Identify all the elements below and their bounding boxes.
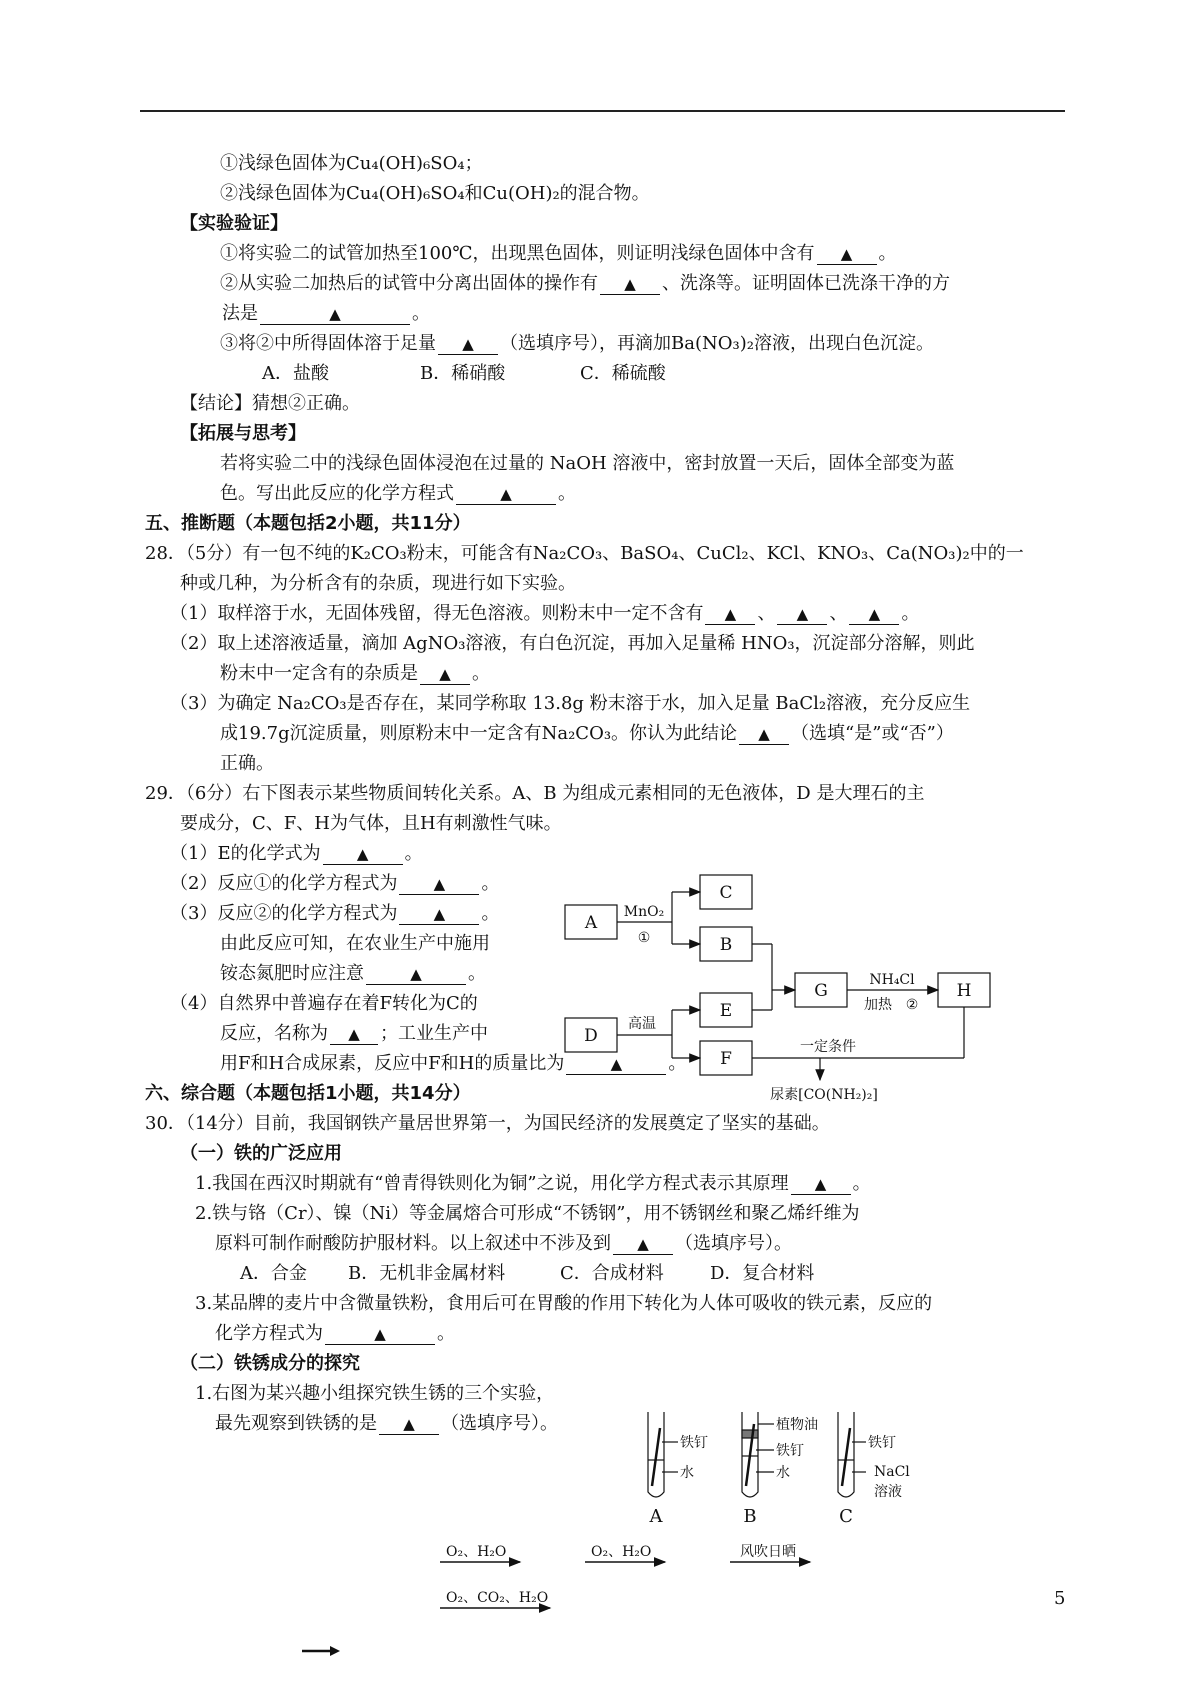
answer-blank[interactable]: ▲ [260,304,410,325]
answer-blank[interactable]: ▲ [456,484,556,505]
nail-c [842,1428,850,1486]
stray-arrow [302,1644,342,1658]
answer-blank[interactable]: ▲ [420,664,470,685]
label-reaction-1: ① [637,930,651,946]
q29-part-3: （3）反应②的化学方程式为 ▲ 。 [170,903,500,924]
verify-3: ③将②中所得固体溶于足量 ▲ （选填序号），再滴加Ba(NO₃)₂溶液，出现白色沉淀。 [220,333,934,354]
q28-part-3: （3）为确定 Na₂CO₃是否存在，某同学称取 13.8g 粉末溶于水，加入足量 BaCl₂溶液，充分反应生 [170,693,971,714]
answer-blank[interactable]: ▲ [399,874,479,895]
q29-stem-1: 29．（6分）右下图表示某些物质间转化关系。A、B 为组成元素相同的无色液体，D 是大理石的主 [145,783,925,804]
q30-item-3: 3.某品牌的麦片中含微量铁粉，食用后可在胃酸的作用下转化为人体可吸收的铁元素，反应的 [195,1293,933,1314]
arrow-4-label: O₂、CO₂、H₂O [446,1590,549,1606]
q30-option-b: B．无机非金属材料 [348,1263,506,1284]
q28-stem-2: 种或几种，为分析含有的杂质，现进行如下实验。 [180,573,576,594]
q28-part-2-cont: 粉末中一定含有的杂质是 ▲ 。 [220,663,490,684]
label-water-b: 水 [776,1465,790,1481]
tube-c-label: C [839,1506,853,1527]
arrow-1-label: O₂、H₂O [446,1544,507,1560]
section-6-title: 六、综合题（本题包括1小题，共14分） [145,1083,471,1104]
answer-blank[interactable]: ▲ [600,274,660,295]
label-nail-c: 铁钉 [868,1435,896,1451]
label-oil-b: 植物油 [776,1417,818,1433]
extend-2: 色。写出此反应的化学方程式 ▲ 。 [220,483,576,504]
verify-2: ②从实验二加热后的试管中分离出固体的操作有 ▲ 、洗涤等。证明固体已洗涤干净的方 [220,273,950,294]
verify-2-cont: 法是 ▲ 。 [222,303,430,324]
q29-part-4: （4）自然界中普遍存在着F转化为C的 [170,993,478,1014]
answer-blank[interactable]: ▲ [379,1414,439,1435]
node-e-label: E [719,1001,733,1021]
answer-blank[interactable]: ▲ [330,1024,378,1045]
q30-item-1: 1.我国在西汉时期就有“曾青得铁则化为铜”之说，用化学方程式表示其原理 ▲ 。 [195,1173,871,1194]
label-urea: 尿素[CO(NH₂)₂] [770,1087,878,1103]
q30-item-2: 2.铁与铬（Cr）、镍（Ni）等金属熔合可形成“不锈钢”，用不锈钢丝和聚乙烯纤维为 [195,1203,860,1224]
arrow-3-label: 风吹日晒 [740,1544,796,1560]
answer-blank[interactable]: ▲ [613,1234,673,1255]
condition-arrows [440,1540,880,1620]
q29-part-4-end: 用F和H合成尿素，反应中F和H的质量比为 ▲ 。 [220,1053,687,1074]
q29-part-2: （2）反应①的化学方程式为 ▲ 。 [170,873,500,894]
node-a-label: A [584,913,598,933]
verify-1: ①将实验二的试管加热至100℃，出现黑色固体，则证明浅绿色固体中含有 ▲ 。 [220,243,897,264]
nail-a [652,1428,660,1486]
node-c-label: C [719,883,733,903]
node-h-label: H [956,981,972,1001]
label-gaowen: 高温 [628,1016,656,1032]
heading-extend: 【拓展与思考】 [180,423,306,444]
label-mno2: MnO₂ [623,904,665,920]
answer-blank[interactable]: ▲ [849,604,899,625]
q28-part-3-end: 正确。 [220,753,274,774]
node-f-label: F [720,1049,732,1069]
answer-blank[interactable]: ▲ [438,334,498,355]
q28-part-1: （1）取样溶于水，无固体残留，得无色溶液。则粉末中一定不含有 ▲ 、 ▲ 、 ▲ 。 [170,603,920,624]
q28-part-2: （2）取上述溶液适量，滴加 AgNO₃溶液，有白色沉淀，再加入足量稀 HNO₃，沉淀部分溶解，则此 [170,633,975,654]
label-jiare: 加热 [864,997,892,1013]
q29-part-1: （1）E的化学式为 ▲ 。 [170,843,423,864]
guess-1: ①浅绿色固体为Cu₄(OH)₆SO₄； [220,153,483,174]
q29-part-3-cont: 由此反应可知，在农业生产中施用 [220,933,490,954]
guess-2: ②浅绿色固体为Cu₄(OH)₆SO₄和Cu(OH)₂的混合物。 [220,183,650,204]
node-b-label: B [719,935,733,955]
q30-j1: 1.右图为某兴趣小组探究铁生锈的三个实验， [195,1383,555,1404]
q30-option-c: C．合成材料 [560,1263,664,1284]
label-nh4cl: NH₄Cl [869,972,915,988]
q30-option-d: D．复合材料 [710,1263,815,1284]
extend-1: 若将实验二中的浅绿色固体浸泡在过量的 NaOH 溶液中，密封放置一天后，固体全部变为蓝 [220,453,955,474]
option-c: C．稀硫酸 [580,363,666,384]
q28-part-3-cont: 成19.7g沉淀质量，则原粉末中一定含有Na₂CO₃。你认为此结论 ▲ （选填“是”或“否”） [220,723,954,744]
heading-experiment-verify: 【实验验证】 [180,213,288,234]
rust-experiment-figure [640,1410,940,1530]
q30-j1-cont: 最先观察到铁锈的是 ▲ （选填序号）。 [215,1413,558,1434]
answer-blank[interactable]: ▲ [325,1324,435,1345]
answer-blank[interactable]: ▲ [777,604,827,625]
section-5-title: 五、推断题（本题包括2小题，共11分） [145,513,471,534]
label-nail-a: 铁钉 [680,1435,708,1451]
answer-blank[interactable]: ▲ [739,724,789,745]
answer-blank[interactable]: ▲ [399,904,479,925]
q29-part-3-end: 铵态氮肥时应注意 ▲ 。 [220,963,486,984]
answer-blank[interactable]: ▲ [366,964,466,985]
label-nail-b: 铁钉 [776,1443,804,1459]
q30-option-a: A．合金 [240,1263,307,1284]
option-a: A．盐酸 [262,363,329,384]
answer-blank[interactable]: ▲ [705,604,755,625]
answer-blank[interactable]: ▲ [323,844,403,865]
answer-blank[interactable]: ▲ [566,1054,666,1075]
answer-blank[interactable]: ▲ [817,244,877,265]
q29-part-4-cont: 反应，名称为 ▲ ；工业生产中 [220,1023,488,1044]
label-reaction-2: ② [905,997,919,1013]
arrow-2-label: O₂、H₂O [591,1544,652,1560]
node-d-label: D [584,1026,598,1046]
header-rule [140,110,1065,112]
label-solution-c: 溶液 [874,1484,902,1500]
q29-stem-2: 要成分，C、F、H为气体，且H有刺激性气味。 [180,813,562,834]
q28-stem-1: 28．（5分）有一包不纯的K₂CO₃粉末，可能含有Na₂CO₃、BaSO₄、CuCl₂、KCl、KNO₃、Ca(NO₃)₂中的一 [145,543,1024,564]
label-condition: 一定条件 [800,1039,856,1055]
conversion-diagram [560,870,1000,1103]
q30-stem: 30．（14分）目前，我国钢铁产量居世界第一，为国民经济的发展奠定了坚实的基础。 [145,1113,830,1134]
q30-part-1-title: （一）铁的广泛应用 [180,1143,342,1164]
tube-a-label: A [649,1506,663,1527]
page-number: 5 [1054,1588,1066,1609]
answer-blank[interactable]: ▲ [791,1174,851,1195]
q30-item-3-cont: 化学方程式为 ▲ 。 [215,1323,455,1344]
label-nacl-c: NaCl [874,1464,910,1480]
tube-b-label: B [743,1506,757,1527]
q30-item-2-cont: 原料可制作耐酸防护服材料。以上叙述中不涉及到 ▲ （选填序号）。 [215,1233,792,1254]
node-g-label: G [814,981,828,1001]
label-water-a: 水 [680,1465,694,1481]
option-b: B．稀硝酸 [420,363,506,384]
conclusion: 【结论】猜想②正确。 [180,393,360,414]
q30-part-2-title: （二）铁锈成分的探究 [180,1353,360,1374]
